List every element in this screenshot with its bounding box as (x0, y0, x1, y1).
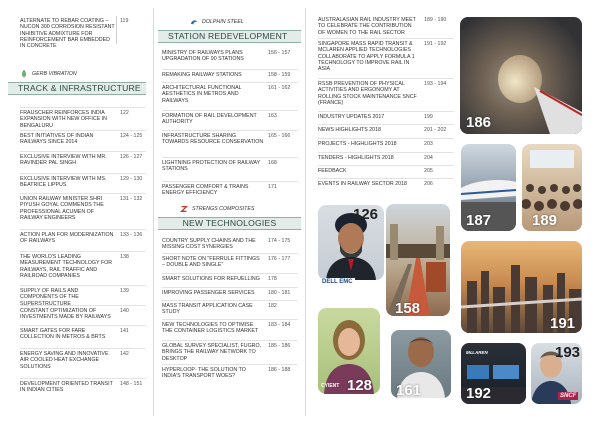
column-divider (153, 8, 154, 416)
contents-entry (162, 113, 298, 126)
entry-divider (20, 305, 146, 306)
entry-page-number: 171 (268, 184, 277, 190)
section-heading-station-redevelopment: STATION REDEVELOPMENT (158, 30, 301, 43)
entry-divider (318, 138, 454, 139)
entry-title: FORMATION OF RAIL DEVELOPMENT AUTHORITY (162, 113, 257, 126)
entry-page-number: 203 (424, 141, 433, 147)
entry-title: LIGHTNING PROTECTION OF RAILWAY STATIONS (162, 160, 261, 173)
entry-title: REMAKING RAILWAY STATIONS (162, 72, 242, 78)
entry-divider (162, 287, 298, 288)
entry-title: SUPPLY OF RAILS AND COMPONENTS OF THE SUPERSTRUCTURE (20, 288, 79, 307)
contents-entry (318, 181, 454, 187)
entry-title: MINISTRY OF RAILWAYS PLANS UPGRADATION OF 90 STATIONS (162, 50, 244, 63)
contents-entry (162, 238, 298, 251)
dolphin-steel-icon (190, 18, 198, 26)
entry-page-number: 174 - 175 (268, 238, 291, 244)
contents-entry (162, 303, 298, 316)
entry-title: EVENTS IN RAILWAY SECTOR 2018 (318, 181, 407, 187)
entry-divider (20, 251, 146, 252)
contents-entry (318, 81, 454, 106)
gerb-leaf-icon (20, 70, 28, 78)
section-heading-track-infrastructure: TRACK & INFRASTRUCTURE (8, 82, 146, 95)
entry-title: IMPROVING PASSENGER SERVICES (162, 290, 255, 296)
entry-page-number: 148 - 151 (120, 381, 143, 387)
entry-divider (162, 130, 298, 131)
entry-page-number: 129 - 130 (120, 176, 143, 182)
entry-title: ENERGY SAVING AND INNOVATIVE AIR COOLED HEAT EXCHANGE SOLUTIONS (20, 351, 109, 370)
page-ref-label: 191 (550, 315, 576, 332)
entry-page-number: 156 - 157 (268, 50, 291, 56)
entry-title: UNION RAILWAY MINISTER SHRI PIYUSH GOYAL COMMENDS THE PROFESSIONAL ACUMEN OF RAILWAY ENGINEERS (20, 196, 104, 221)
entry-title: BEST INITIATIVES OF INDIAN RAILWAYS SINCE 2014 (20, 133, 94, 146)
contents-entry (162, 85, 298, 104)
entry-divider (318, 165, 454, 166)
sponsor-name: DOLPHIN STEEL (202, 19, 244, 25)
entry-page-number: 142 (120, 351, 129, 357)
contents-entry (318, 114, 454, 120)
entry-divider (20, 325, 146, 326)
entry-divider (162, 110, 298, 111)
entry-title: NEWS HIGHLIGHTS 2018 (318, 127, 381, 133)
entry-title: EXCLUSIVE INTERVIEW WITH MR. RAVINDER PAL SINGH (20, 154, 107, 167)
contents-entry (20, 133, 146, 146)
contents-entry (20, 110, 146, 129)
entry-page-number: 163 (268, 113, 277, 119)
contents-entry (318, 17, 454, 36)
contents-entry (162, 343, 298, 362)
contents-entry (162, 133, 298, 146)
entry-divider (162, 181, 298, 182)
entry-divider (318, 111, 454, 112)
cyient-logo: CYIENT (321, 383, 340, 389)
entry-page-number: 205 (424, 168, 433, 174)
section-heading-new-technologies: NEW TECHNOLOGIES (158, 217, 301, 230)
contents-entry (20, 254, 146, 279)
entry-title: HYPERLOOP- THE SOLUTION TO INDIA'S TRANSPORT WOES? (162, 367, 246, 380)
entry-title: THE WORLD'S LEADING MEASUREMENT TECHNOLOGY FOR RAILWAYS, RAIL TRAFFIC AND RAILROAD COMPANIES (20, 254, 113, 279)
entry-page-number: 178 (268, 276, 277, 282)
sponsor-gerb-vibration (20, 70, 77, 78)
entry-title: RSSB PREVENTION OF PHYSICAL ACTIVITIES AND ERGONOMY AT ROLLING STOCK MAINTENANCE SNCF (FRANCE) (318, 81, 417, 106)
entry-divider (162, 340, 298, 341)
gutter-divider (305, 8, 306, 416)
entry-title: SHORT NOTE ON "FERRULE FITTINGS – DOUBLE AND SINGLE" (162, 256, 260, 269)
entry-page-number: 124 - 125 (120, 133, 143, 139)
entry-title: EXCLUSIVE INTERVIEW WITH MS. BEATRICE LIPPUS (20, 176, 107, 189)
entry-title: SMART SOLUTIONS FOR REFUELLING (162, 276, 260, 282)
sponsor-dolphin-steel (190, 18, 244, 26)
entry-page-number: 138 (120, 254, 129, 260)
page-ref-label: 161 (396, 382, 422, 399)
strengs-logo-icon (180, 205, 188, 213)
contents-entry (162, 160, 298, 173)
contents-entry (20, 351, 146, 370)
entry-page-number: 204 (424, 155, 433, 161)
entry-title: PROJECTS - HIGHLIGHTS 2018 (318, 141, 397, 147)
entry-divider (318, 152, 454, 153)
entry-title: MASS TRANSIT APPLICATION CASE STUDY (162, 303, 253, 316)
entry-page-number: 165 - 166 (268, 133, 291, 139)
contents-entry (20, 381, 146, 394)
contents-entry (318, 41, 454, 72)
entry-page-number: 182 (268, 303, 277, 309)
contents-entry (318, 127, 454, 133)
entry-divider (162, 82, 298, 83)
page-ref-label: 189 (532, 212, 558, 229)
entry-page-number: 185 - 186 (268, 343, 291, 349)
entry-divider (318, 38, 454, 39)
entry-divider (162, 253, 298, 254)
entry-divider (20, 173, 146, 174)
entry-divider (318, 178, 454, 179)
entry-page-number: 141 (120, 328, 129, 334)
page-ref-label: 158 (395, 300, 421, 317)
entry-page-number: 122 (120, 110, 129, 116)
entry-divider (318, 78, 454, 79)
sponsor-name: STRENGS COMPOSITES (192, 206, 255, 212)
entry-page-number: 189 - 190 (424, 17, 447, 23)
contents-entry (162, 367, 298, 380)
entry-divider (162, 319, 298, 320)
entry-page-number: 186 - 188 (268, 367, 291, 373)
entry-divider (20, 107, 146, 108)
entry-divider (162, 157, 298, 158)
sponsor-strengs-composites (180, 205, 254, 213)
entry-divider (162, 364, 298, 365)
page-ref-label: 193 (555, 344, 581, 361)
page-ref-label: 186 (466, 114, 492, 131)
entry-page-number: 158 - 159 (268, 72, 291, 78)
entry-title: SINGAPORE MASS RAPID TRANSIT & MCLAREN APPLIED TECHNOLOGIES COLLABORATE TO APPLY FORMULA 1 TECHNOLOGY TO IMPROVE RAIL IN ASIA (318, 41, 415, 73)
entry-page-number: 206 (424, 181, 433, 187)
contents-entry (20, 308, 146, 321)
entry-title: FRAUSCHER REINFORCES INDIA EXPANSION WITH NEW OFFICE IN BENGALURU (20, 110, 108, 129)
entry-title: PASSENGER COMFORT & TRAINS ENERGY EFFICIENCY (162, 184, 249, 197)
entry-title: INDUSTRY UPDATES 2017 (318, 114, 385, 120)
entry-divider (20, 285, 146, 286)
dell-emc-logo: DELL EMC (322, 279, 353, 285)
entry-divider (162, 300, 298, 301)
entry-page-number: 139 (120, 288, 129, 294)
entry-page-number: 201 - 202 (424, 127, 447, 133)
contents-entry (20, 232, 146, 245)
entry-title: AUSTRALASIAN RAIL INDUSTRY MEET TO CELEBRATE THE CONTRIBUTION OF WOMEN TO THE RAIL SECTOR (318, 17, 416, 36)
entry-page-number: 176 - 177 (268, 256, 291, 262)
entry-page-number: 133 - 136 (120, 232, 143, 238)
entry-page-number: 126 - 127 (120, 154, 143, 160)
entry-divider (20, 378, 146, 379)
entry-title: SMART GATES FOR FARE COLLECTION IN METROS & BRTS (20, 328, 106, 341)
contents-entry (162, 256, 298, 269)
sncf-logo: SNCF (560, 393, 577, 399)
page-ref-label: 192 (466, 385, 492, 402)
sponsor-name: GERB VIBRATION (32, 71, 77, 77)
entry-title: INFRASTRUCTURE SHARING TOWARDS RESOURCE CONSERVATION (162, 133, 264, 146)
page-ref-label: 187 (466, 212, 492, 229)
entry-title: NEW TECHNOLOGIES TO OPTIMISE THE CONTAINER LOGISTICS MARKET (162, 322, 259, 335)
entry-title: DEVELOPMENT ORIENTED TRANSIT IN INDIAN CITIES (20, 381, 113, 394)
entry-title: ACTION PLAN FOR MODERNIZATION OF RAILWAYS (20, 232, 114, 245)
entry-title: GLOBAL SURVEY SPECIALIST, FUGRO, BRINGS THE RAILWAY NETWORK TO DESKTOP (162, 343, 262, 362)
entry-page-number: 191 - 192 (424, 41, 447, 47)
entry-page-number: 119 (120, 18, 129, 24)
entry-title: TENDERS - HIGHLIGHTS 2018 (318, 155, 394, 161)
contents-entry (162, 322, 298, 335)
contents-entry (20, 18, 146, 49)
contents-entry (20, 196, 146, 221)
entry-divider (20, 151, 146, 152)
entry-page-number: 140 (120, 308, 129, 314)
contents-entry (162, 290, 298, 296)
page-ref-label: 128 (347, 377, 373, 394)
contents-entry (162, 276, 298, 282)
entry-title: COUNTRY SUPPLY CHAINS AND THE MISSING COST SYNERGIES (162, 238, 256, 251)
contents-entry (20, 328, 146, 341)
entry-divider (20, 348, 146, 349)
entry-page-number: 180 - 181 (268, 290, 291, 296)
contents-entry (318, 168, 454, 174)
contents-entry (318, 141, 454, 147)
entry-page-number: 193 - 194 (424, 81, 447, 87)
entry-page-number: 168 (268, 160, 277, 166)
entry-title: FEEDBACK (318, 168, 347, 174)
contents-entry (20, 154, 146, 167)
entry-title: ARCHITECTURAL FUNCTIONAL AESTHETICS IN METROS AND RAILWAYS (162, 85, 242, 104)
entry-page-number: 131 - 132 (120, 196, 143, 202)
page-ref-label: 126 (353, 206, 379, 223)
page-number-divider (116, 16, 117, 44)
mclaren-logo: McLAREN (466, 350, 488, 355)
entry-divider (162, 69, 298, 70)
entry-page-number: 199 (424, 114, 433, 120)
entry-page-number: 183 - 184 (268, 322, 291, 328)
entry-divider (162, 273, 298, 274)
contents-entry (20, 176, 146, 189)
contents-entry (162, 184, 298, 197)
entry-divider (20, 130, 146, 131)
contents-entry (162, 50, 298, 63)
entry-divider (318, 124, 454, 125)
entry-divider (20, 193, 146, 194)
contents-entry (162, 72, 298, 78)
entry-title: ALTERNATE TO REBAR COATING – NUCON 300 CORROSION RESISTANT INHIBITIVE ADMIXTURE FOR REINFORCEMENT BAR EMBEDDED IN CONCRETE (20, 18, 115, 50)
entry-divider (20, 229, 146, 230)
contents-entry (318, 155, 454, 161)
entry-page-number: 161 - 162 (268, 85, 291, 91)
entry-title: CONSTANT OPTIMIZATION OF INVESTMENTS MADE BY RAILWAYS (20, 308, 111, 321)
